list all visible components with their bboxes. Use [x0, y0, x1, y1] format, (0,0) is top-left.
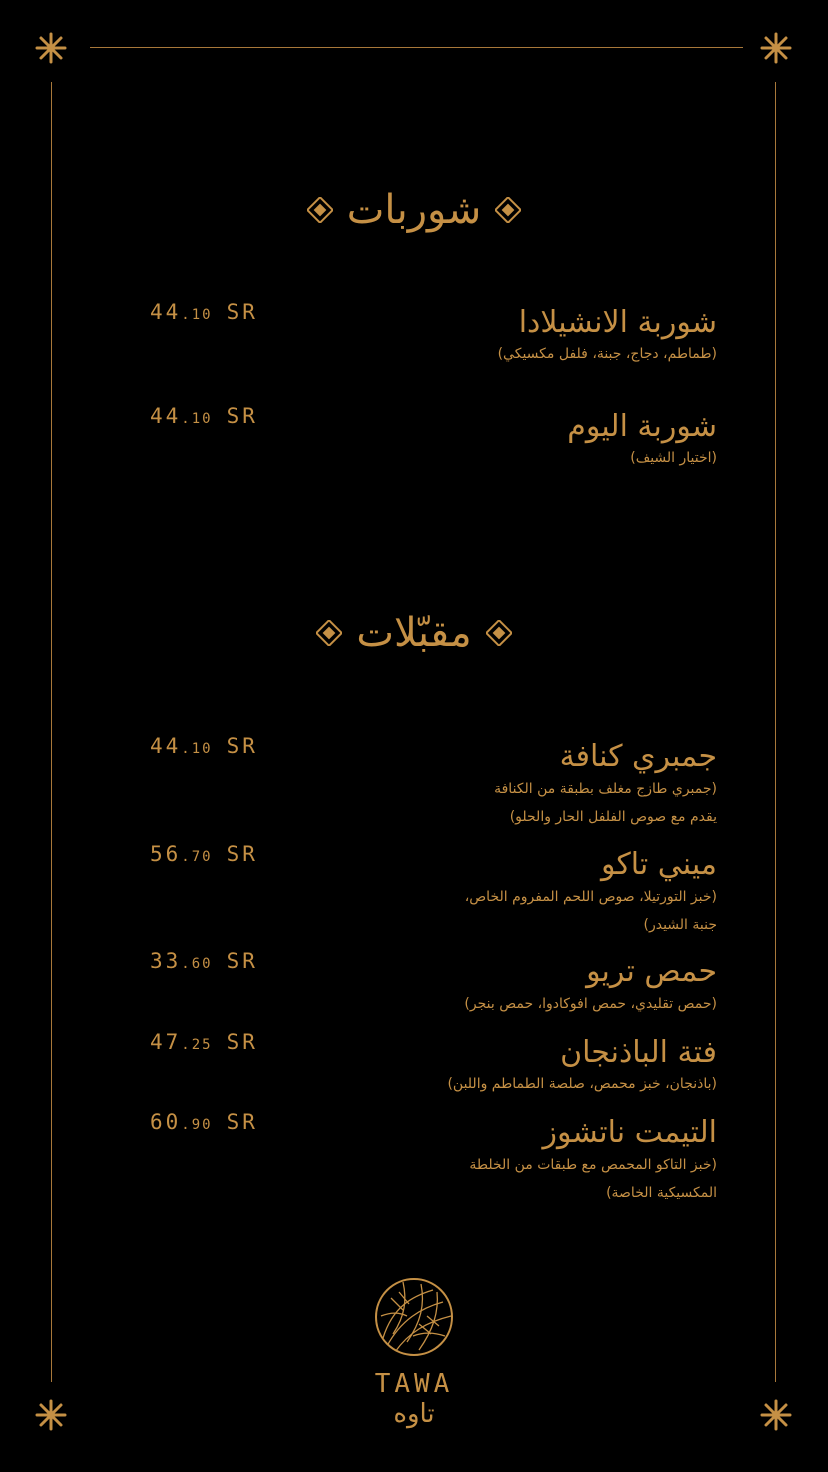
leaf-circle-icon: [373, 1276, 455, 1358]
price-decimal: .60: [181, 956, 213, 972]
price-currency: SR: [226, 1030, 258, 1054]
item-price: [150, 736, 258, 757]
item-name: شوربة الانشيلادا: [518, 305, 717, 340]
price-decimal: .10: [181, 411, 213, 427]
item-description: (حمص تقليدي، حمص افوكادوا، حمص بنجر): [464, 996, 717, 1012]
price-integer: 44: [150, 404, 182, 428]
item-name: ميني تاكو: [601, 847, 717, 882]
logo-wordmark-latin: TAWA: [374, 1369, 454, 1399]
item-price: [150, 1032, 258, 1053]
diamond-ornament-icon: [316, 620, 342, 646]
price-decimal: .70: [181, 849, 213, 865]
diamond-ornament-icon: [307, 197, 333, 223]
item-price: [150, 844, 258, 865]
price-decimal: .10: [181, 741, 213, 757]
price-integer: 33: [150, 949, 182, 973]
logo-wordmark-arabic: تاوه: [393, 1399, 435, 1429]
item-name: فتة الباذنجان: [560, 1035, 717, 1070]
item-name: التيمت ناتشوز: [542, 1115, 717, 1150]
frame-right-line: [775, 82, 776, 1382]
diamond-ornament-icon: [486, 620, 512, 646]
item-price: [150, 951, 258, 972]
item-price: [150, 302, 258, 323]
corner-ornament-icon: [34, 31, 68, 65]
section-title-text: شوربات: [346, 187, 482, 233]
price-integer: 60: [150, 1110, 182, 1134]
price-currency: SR: [226, 404, 258, 428]
corner-ornament-icon: [759, 31, 793, 65]
price-decimal: .90: [181, 1117, 213, 1133]
price-currency: SR: [226, 949, 258, 973]
frame-top-line: [90, 47, 743, 48]
price-currency: SR: [226, 1110, 258, 1134]
price-integer: 44: [150, 734, 182, 758]
section-title-soups: [0, 187, 828, 233]
item-description: (طماطم، دجاج، جبنة، فلفل مكسيكي): [497, 346, 717, 362]
item-description: يقدم مع صوص الفلفل الحار والحلو): [509, 809, 717, 825]
item-description: (جمبري طازج مغلف بطبقة من الكنافة: [494, 781, 717, 797]
item-description: جنبة الشيدر): [643, 917, 717, 933]
price-integer: 56: [150, 842, 182, 866]
section-title-appetizers: [0, 610, 828, 656]
item-name: حمص تريو: [586, 954, 717, 989]
price-decimal: .25: [181, 1037, 213, 1053]
diamond-ornament-icon: [495, 197, 521, 223]
item-description: (اختيار الشيف): [630, 450, 717, 466]
item-name: جمبري كنافة: [559, 739, 717, 774]
item-description: (خبز التورتيلا، صوص اللحم المفروم الخاص،: [464, 889, 717, 905]
price-currency: SR: [226, 842, 258, 866]
item-description: المكسيكية الخاصة): [606, 1185, 717, 1201]
price-decimal: .10: [181, 307, 213, 323]
section-title-text: مقبّلات: [356, 610, 472, 656]
item-price: [150, 406, 258, 427]
item-description: (باذنجان، خبز محمص، صلصة الطماطم واللبن): [447, 1076, 717, 1092]
frame-left-line: [51, 82, 52, 1382]
item-description: (خبز التاكو المحمص مع طبقات من الخلطة: [469, 1157, 717, 1173]
price-currency: SR: [226, 300, 258, 324]
item-price: [150, 1112, 258, 1133]
price-integer: 47: [150, 1030, 182, 1054]
price-currency: SR: [226, 734, 258, 758]
item-name: شوربة اليوم: [567, 409, 717, 444]
price-integer: 44: [150, 300, 182, 324]
